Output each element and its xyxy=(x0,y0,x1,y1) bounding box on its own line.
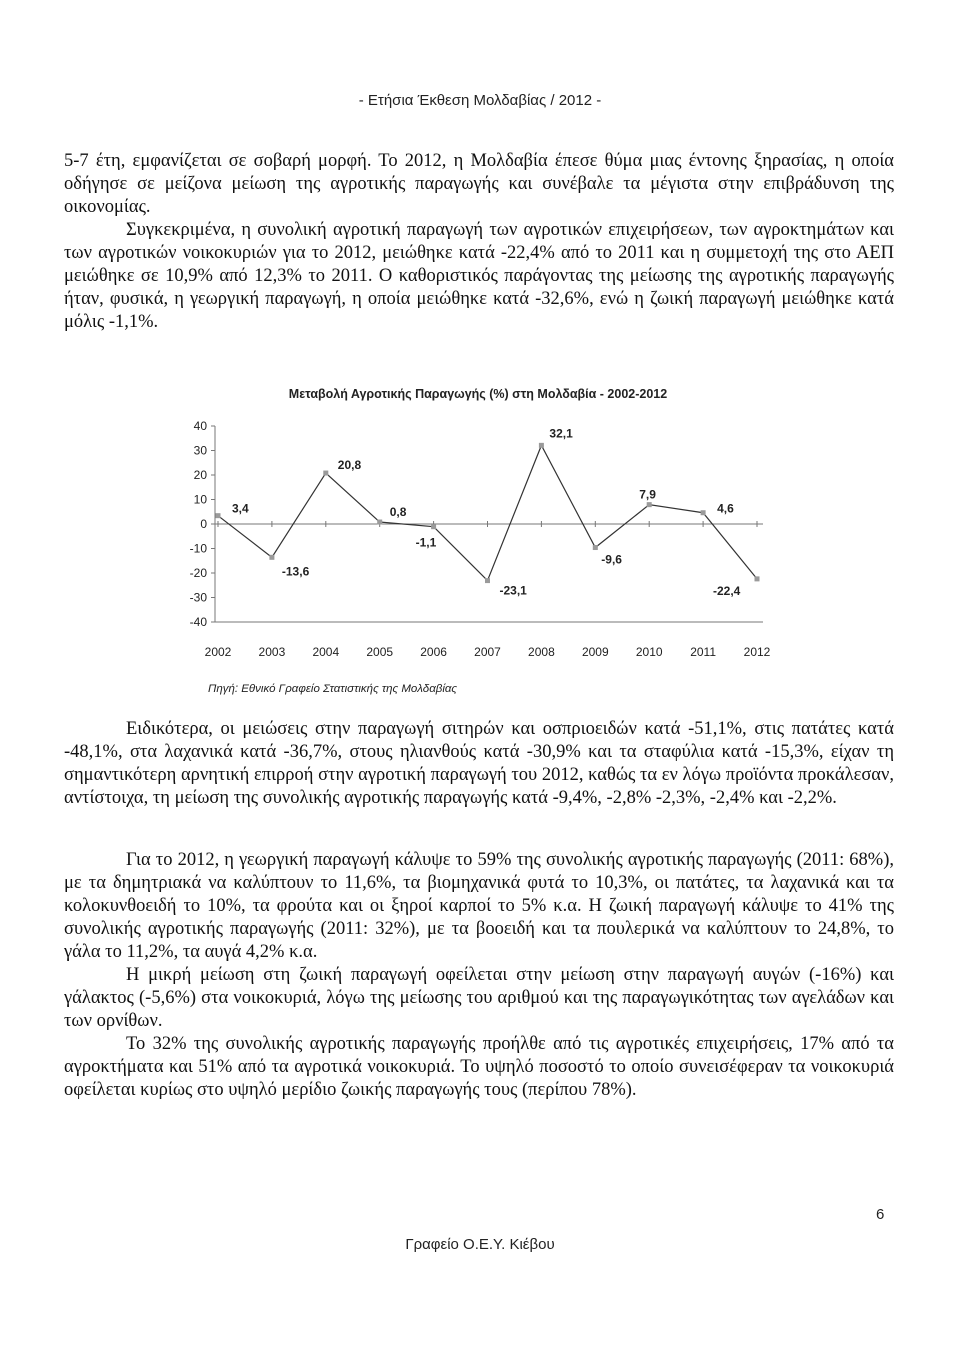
x-tick-label: 2008 xyxy=(528,645,555,659)
y-tick-label: -10 xyxy=(189,541,207,556)
data-point xyxy=(485,578,490,583)
data-label: -1,1 xyxy=(415,535,437,550)
paragraph-6: Το 32% της συνολικής αγροτικής παραγωγής προήλθε από τις αγροτικές επιχειρήσεις, 17% από τα αγροκτήματα και 51% από τα αγροτικά νοικοκυριά. Το υψηλό ποσοστό το οποίο συνεισέφεραν τα νοικοκυριά οφείλεται κυρίως στο υψηλό μερίδιο ζωικής παραγωγής τους (περίπου 78%). xyxy=(64,1034,894,1100)
running-header: - Ετήσια Έκθεση Μολδαβίας / 2012 - xyxy=(358,92,602,109)
y-tick-label: -20 xyxy=(189,566,207,580)
data-label: 0,8 xyxy=(389,505,407,520)
data-point xyxy=(647,502,652,507)
data-label: -13,6 xyxy=(281,564,310,579)
paragraph-2: Συγκεκριμένα, η συνολική αγροτική παραγωγή των αγροτικών επιχειρήσεων, των αγροκτημάτων και των αγροτικών νοικοκυριών για το 2012, μειώθηκε κατά -22,4% από το 2011 και η συμμετοχή της στο ΑΕΠ μειώθηκε σε 10,9% από 12,3% το 2011. Ο καθοριστικός παράγοντας της μείωσης της αγροτικής παραγωγής ήταν, φυσικά, η γεωργική παραγωγή, η οποία μειώθηκε κατά -32,6%, ενώ η ζωική παραγωγή μειώθηκε κατά μόλις -1,1%. xyxy=(64,220,894,332)
data-point xyxy=(431,524,436,529)
data-point xyxy=(216,513,221,518)
data-label: -9,6 xyxy=(601,552,622,567)
paragraph-4: Για το 2012, η γεωργική παραγωγή κάλυψε το 59% της συνολικής αγροτικής παραγωγής (2011: 68%), με τα δημητριακά να καλύπτουν το 11,6%, τα βιομηχανικά φυτά το 10,3%, οι πατάτες, τα λαχανικά και τα κολοκυνθοειδή το 10%, τα φρούτα και οι ξηροί καρποί το 5% κ.α. Η ζωική παραγωγή κάλυψε το 41% της συνολικής αγροτικής παραγωγής (2011: 32%), με τα βοοειδή και τα πουλερικά να καλύπτουν το 24,8%, το γάλα το 11,2%, τα αυγά 4,2% κ.α. xyxy=(64,850,894,962)
chart-title: Μεταβολή Αγροτικής Παραγωγής (%) στη Μολδαβία - 2002-2012 xyxy=(288,387,668,401)
data-label: -22,4 xyxy=(713,583,741,598)
data-label: 4,6 xyxy=(717,501,734,516)
x-tick-label: 2004 xyxy=(312,645,340,659)
y-tick-label: 10 xyxy=(193,492,207,507)
data-point xyxy=(755,576,760,581)
data-point xyxy=(593,545,598,550)
series-line xyxy=(218,445,757,580)
x-tick-label: 2006 xyxy=(420,645,447,659)
y-tick-label: 30 xyxy=(193,443,207,458)
paragraph-5: Η μικρή μείωση στη ζωική παραγωγή οφείλεται στην μείωση στην παραγωγή αυγών (-16%) και γάλακτος (-5,6%) στα νοικοκυριά, λόγω της μείωσης του αριθμού και της παραγωγικότητας των αγελάδων και των ορνίθων. xyxy=(64,965,894,1031)
x-tick-label: 2002 xyxy=(204,645,232,659)
footer-office: Γραφείο Ο.Ε.Υ. Κιέβου xyxy=(405,1236,555,1253)
chart-source: Πηγή: Εθνικό Γραφείο Στατιστικής της Μολδαβίας xyxy=(208,683,458,695)
data-label: 20,8 xyxy=(337,458,362,473)
y-tick-label: 0 xyxy=(200,517,207,531)
paragraph-3: Ειδικότερα, οι μειώσεις στην παραγωγή σιτηρών και οσπριοειδών κατά -51,1%, στις πατάτες κατά -48,1%, στα λαχανικά κατά -36,7%, στους ηλιανθούς κατά -30,9% και τα σταφύλια κατά -15,3%, είχαν τη σημαντικότερη αρνητική επιρροή στην αγροτική παραγωγή του 2012, καθώς τα εν λόγω προϊόντα προκάλεσαν, αντίστοιχα, τη μείωση της συνολικής αγροτικής παραγωγής κατά -9,4%, -2,8% -2,3%, -2,4% και -2,2%. xyxy=(64,719,894,808)
y-tick-label: 20 xyxy=(193,468,207,482)
data-label: 3,4 xyxy=(232,501,249,516)
page-number: 6 xyxy=(876,1206,885,1223)
chart-svg xyxy=(165,372,775,672)
x-tick-label: 2010 xyxy=(635,645,663,659)
y-tick-label: -40 xyxy=(189,615,207,629)
x-tick-label: 2005 xyxy=(366,645,394,659)
data-label: 32,1 xyxy=(549,426,573,441)
data-point xyxy=(539,443,544,448)
paragraph-1: 5-7 έτη, εμφανίζεται σε σοβαρή μορφή. Το 2012, η Μολδαβία έπεσε θύμα μιας έντονης ξηρασίας, η οποία οδήγησε σε μείζονα μείωση της αγροτικής παραγωγής και συνέβαλε τα μέγιστα στην επιβράδυνση της οικονομίας. xyxy=(64,151,894,217)
production-change-chart xyxy=(165,372,775,672)
x-tick-label: 2012 xyxy=(743,645,771,659)
data-point xyxy=(701,510,706,515)
data-label: -23,1 xyxy=(499,583,527,598)
x-tick-label: 2009 xyxy=(581,645,609,659)
y-tick-label: -30 xyxy=(189,590,207,605)
y-tick-label: 40 xyxy=(193,419,207,433)
data-point xyxy=(377,520,382,525)
data-label: 7,9 xyxy=(639,487,656,502)
x-tick-label: 2003 xyxy=(258,645,286,659)
x-tick-label: 2011 xyxy=(690,645,717,659)
data-point xyxy=(269,555,274,560)
data-point xyxy=(323,471,328,476)
x-tick-label: 2007 xyxy=(474,645,501,659)
